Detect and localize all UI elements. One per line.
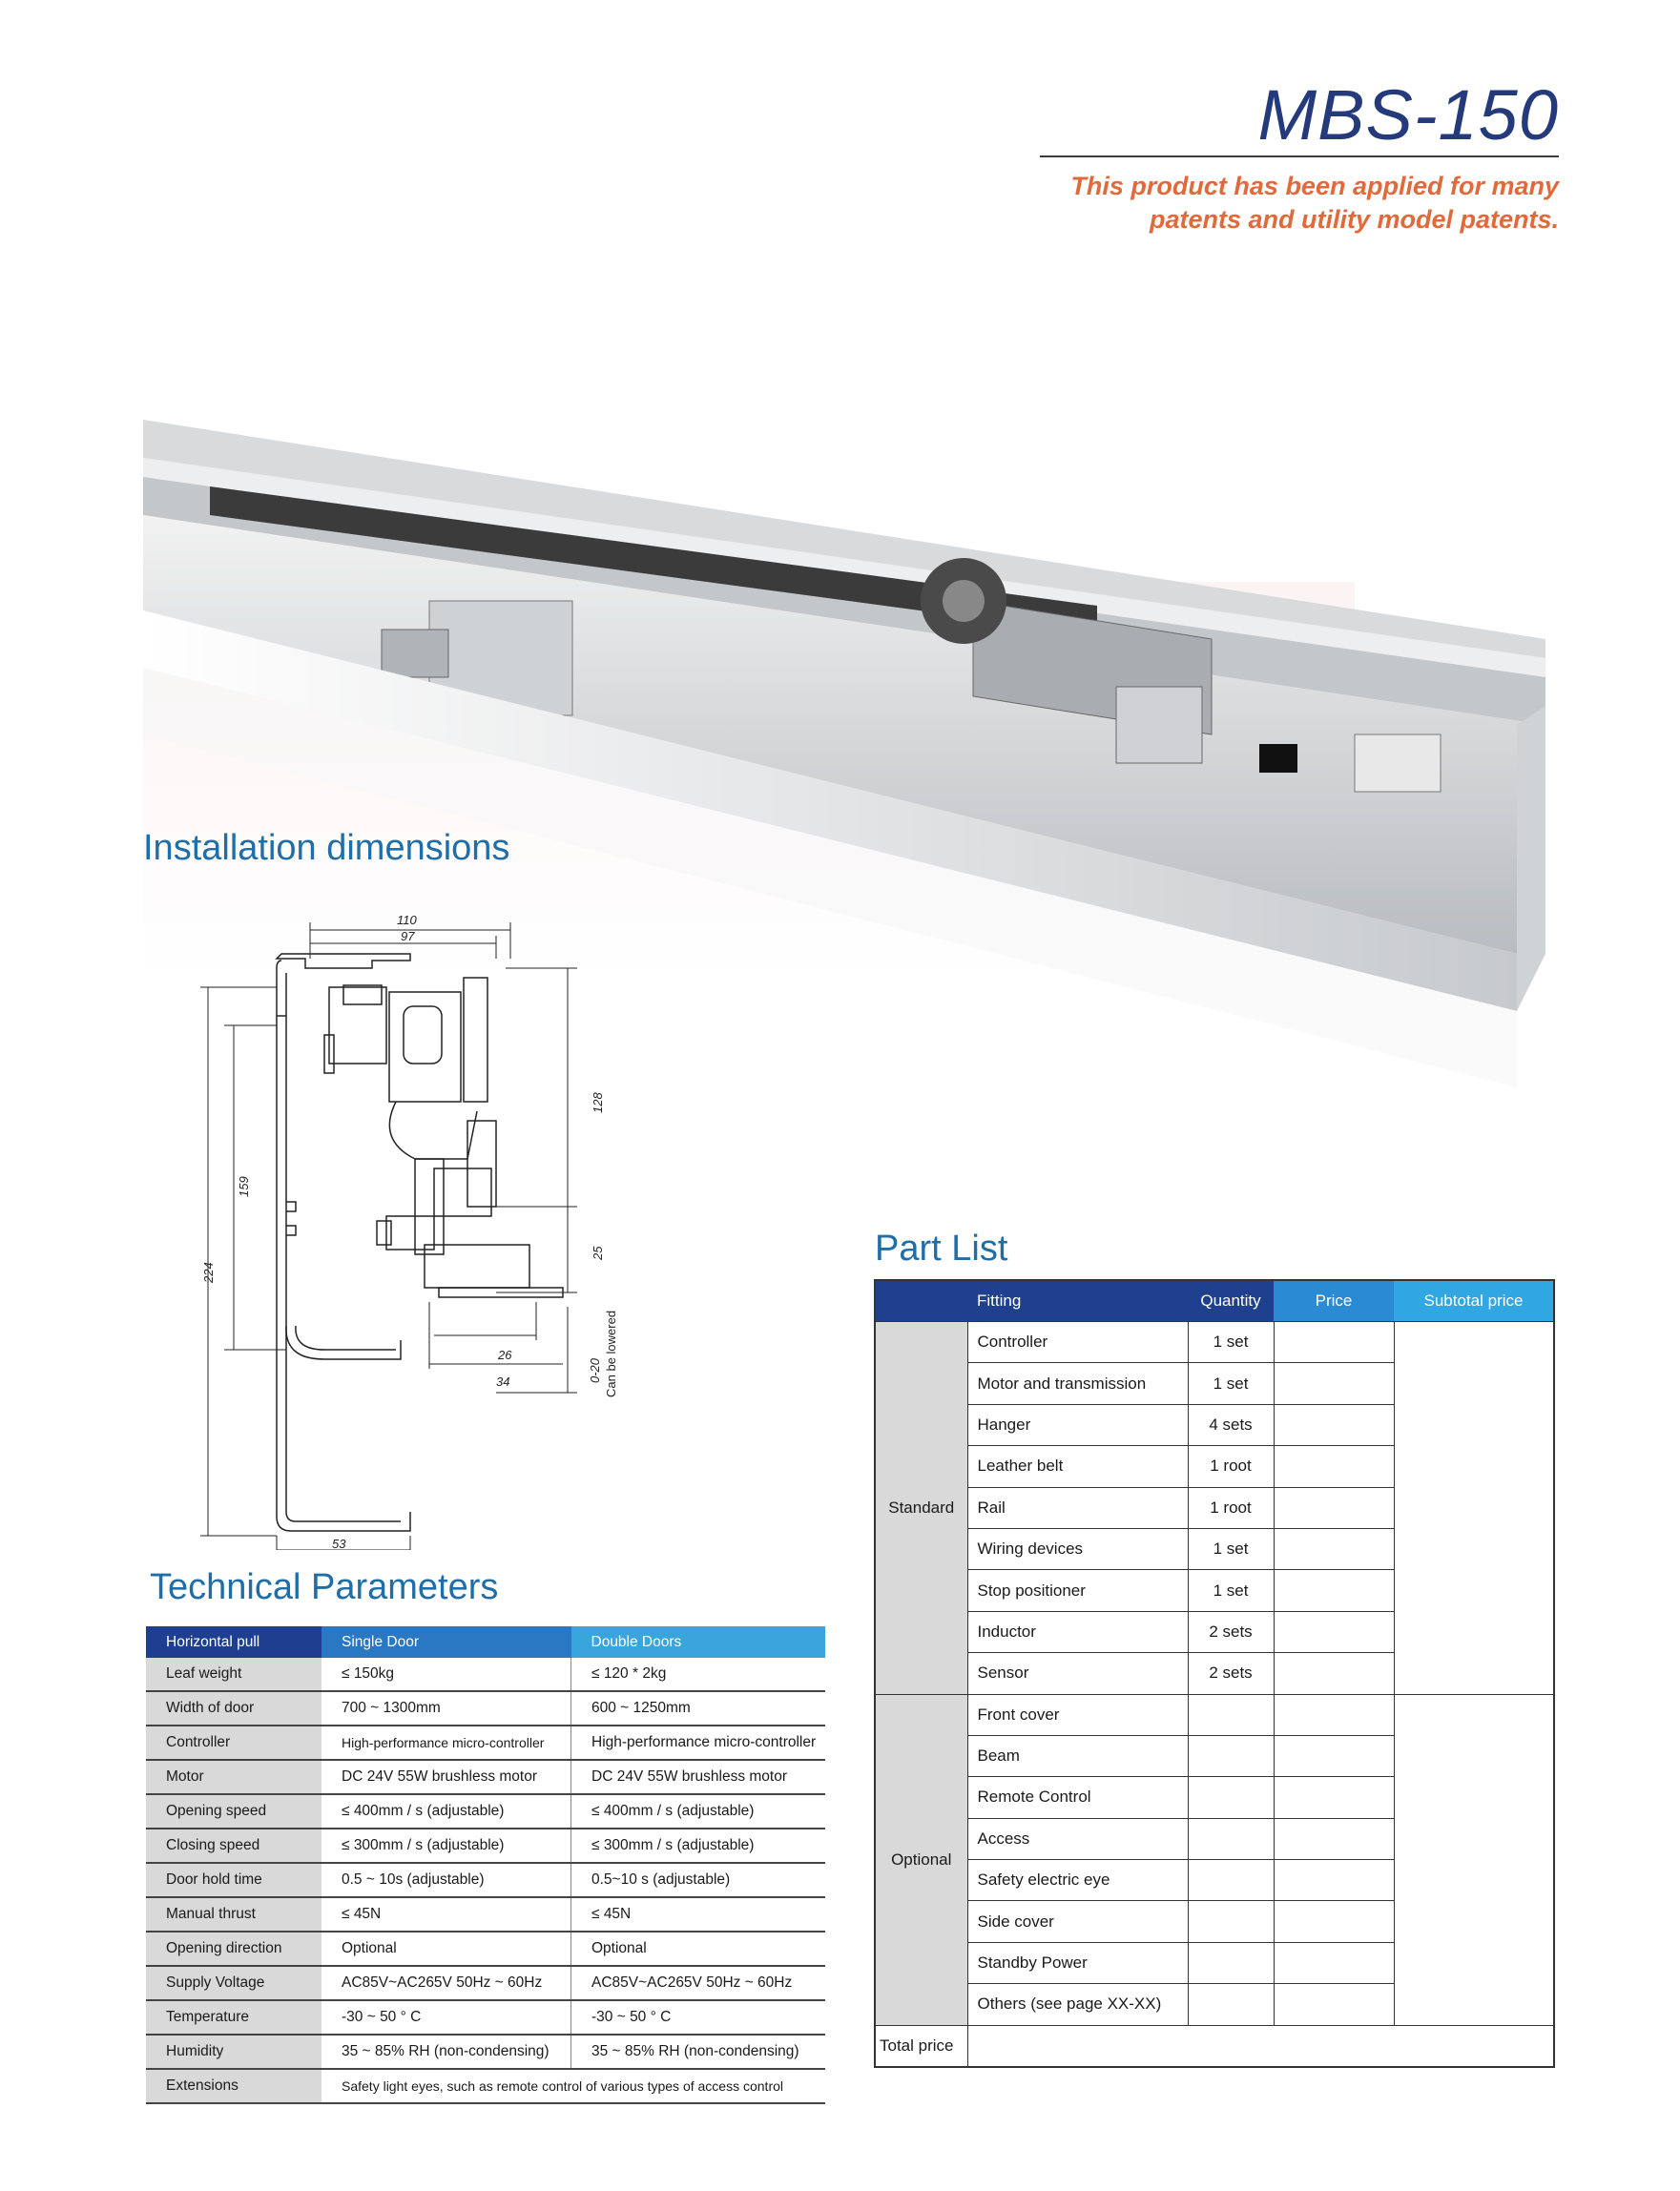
part-header-row [875, 1280, 1554, 1322]
param-double: ≤ 45N [571, 1897, 826, 1932]
price-cell [1274, 1570, 1394, 1611]
param-double: DC 24V 55W brushless motor [571, 1760, 826, 1794]
fitting-name: Hanger [967, 1404, 1188, 1445]
param-name: Leaf weight [146, 1658, 321, 1691]
price-cell [1274, 1735, 1394, 1776]
price-cell [1274, 1528, 1394, 1569]
fitting-qty: 1 set [1188, 1528, 1274, 1569]
table-row [146, 1932, 825, 1966]
fitting-qty [1188, 1860, 1274, 1901]
fitting-qty [1188, 1818, 1274, 1859]
param-double: 35 ~ 85% RH (non-condensing) [571, 2035, 826, 2069]
fitting-qty [1188, 1984, 1274, 2025]
param-single: 35 ~ 85% RH (non-condensing) [321, 2035, 571, 2069]
fitting-name: Rail [967, 1487, 1188, 1528]
param-double: High-performance micro-controller [571, 1726, 826, 1760]
tagline [891, 170, 1559, 237]
table-row [146, 2069, 825, 2103]
part-header [875, 1280, 967, 1322]
price-cell [1274, 1446, 1394, 1487]
price-cell [1274, 1901, 1394, 1942]
tech-header: Double Doors [571, 1626, 826, 1658]
price-cell [1274, 1487, 1394, 1528]
param-double: Optional [571, 1932, 826, 1966]
tagline-line-1: This product has been applied for many [1070, 172, 1559, 200]
param-single: ≤ 150kg [321, 1658, 571, 1691]
price-cell [1274, 1860, 1394, 1901]
param-extensions: Safety light eyes, such as remote control of various types of access control [321, 2069, 825, 2103]
fitting-name: Sensor [967, 1653, 1188, 1694]
part-list-heading: Part List [875, 1229, 1008, 1269]
param-double: ≤ 400mm / s (adjustable) [571, 1794, 826, 1829]
tech-header: Single Door [321, 1626, 571, 1658]
dim-224: 224 [201, 1262, 216, 1283]
price-cell [1274, 1363, 1394, 1404]
param-single: 700 ~ 1300mm [321, 1691, 571, 1726]
fitting-name: Remote Control [967, 1777, 1188, 1818]
table-row [146, 1760, 825, 1794]
param-single: DC 24V 55W brushless motor [321, 1760, 571, 1794]
param-double: 600 ~ 1250mm [571, 1691, 826, 1726]
dim-34: 34 [496, 1375, 510, 1389]
model-title: MBS-150 [1257, 75, 1559, 155]
part-header: Subtotal price [1394, 1280, 1554, 1322]
dim-159: 159 [237, 1176, 251, 1197]
price-cell [1274, 1777, 1394, 1818]
technical-heading: Technical Parameters [150, 1567, 499, 1607]
fitting-name: Access [967, 1818, 1188, 1859]
table-row [146, 2000, 825, 2035]
table-row [146, 1966, 825, 2000]
table-row [146, 1863, 825, 1897]
price-cell [1274, 1694, 1394, 1735]
fitting-name: Stop positioner [967, 1570, 1188, 1611]
param-single: Optional [321, 1932, 571, 1966]
param-name: Supply Voltage [146, 1966, 321, 2000]
fitting-qty: 1 set [1188, 1322, 1274, 1363]
subtotal-cell-standard [1394, 1322, 1554, 1695]
price-cell [1274, 1942, 1394, 1983]
dim-97: 97 [401, 929, 415, 943]
param-double: -30 ~ 50 ° C [571, 2000, 826, 2035]
dim-25: 25 [591, 1246, 605, 1260]
tech-header: Horizontal pull [146, 1626, 321, 1658]
param-single: 0.5 ~ 10s (adjustable) [321, 1863, 571, 1897]
fitting-qty: 1 set [1188, 1363, 1274, 1404]
fitting-name: Others (see page XX-XX) [967, 1984, 1188, 2025]
part-header: Quantity [1188, 1280, 1274, 1322]
dim-53: 53 [332, 1537, 346, 1550]
price-cell [1274, 1984, 1394, 2025]
total-price-label: Total price [875, 2025, 967, 2067]
group-optional: Optional [875, 1694, 967, 2025]
tagline-line-2: patents and utility model patents. [1149, 205, 1559, 234]
fitting-name: Motor and transmission [967, 1363, 1188, 1404]
fitting-name: Front cover [967, 1694, 1188, 1735]
param-single: -30 ~ 50 ° C [321, 2000, 571, 2035]
fitting-name: Inductor [967, 1611, 1188, 1652]
total-row [875, 2025, 1554, 2067]
param-name: Width of door [146, 1691, 321, 1726]
fitting-name: Standby Power [967, 1942, 1188, 1983]
table-row [146, 2035, 825, 2069]
fitting-name: Wiring devices [967, 1528, 1188, 1569]
dim-110: 110 [397, 913, 417, 927]
fitting-qty: 1 root [1188, 1487, 1274, 1528]
param-name: Opening direction [146, 1932, 321, 1966]
param-single: ≤ 300mm / s (adjustable) [321, 1829, 571, 1863]
title-rule [1040, 155, 1559, 157]
part-list-table [874, 1279, 1555, 2068]
param-name: Closing speed [146, 1829, 321, 1863]
param-single: High-performance micro-controller [321, 1726, 571, 1760]
dim-26: 26 [498, 1348, 512, 1362]
table-row [875, 1694, 1554, 1735]
price-cell [1274, 1322, 1394, 1363]
price-cell [1274, 1611, 1394, 1652]
table-row [146, 1794, 825, 1829]
price-cell [1274, 1404, 1394, 1445]
fitting-qty [1188, 1694, 1274, 1735]
param-name: Opening speed [146, 1794, 321, 1829]
table-row [146, 1897, 825, 1932]
fitting-name: Safety electric eye [967, 1860, 1188, 1901]
fitting-name: Side cover [967, 1901, 1188, 1942]
param-name: Temperature [146, 2000, 321, 2035]
dim-0-20: 0-20 [588, 1357, 602, 1383]
part-header: Fitting [967, 1280, 1188, 1322]
param-name: Manual thrust [146, 1897, 321, 1932]
param-name: Humidity [146, 2035, 321, 2069]
param-single: ≤ 45N [321, 1897, 571, 1932]
tech-header-row [146, 1626, 825, 1658]
price-cell [1274, 1818, 1394, 1859]
table-row [875, 1322, 1554, 1363]
param-name: Motor [146, 1760, 321, 1794]
fitting-qty: 4 sets [1188, 1404, 1274, 1445]
dim-can-be-lowered: Can be lowered [604, 1310, 618, 1397]
subtotal-cell-optional [1394, 1694, 1554, 2025]
table-row [146, 1658, 825, 1691]
total-price-cell [967, 2025, 1554, 2067]
fitting-name: Beam [967, 1735, 1188, 1776]
param-name: Door hold time [146, 1863, 321, 1897]
table-row [146, 1829, 825, 1863]
price-cell [1274, 1653, 1394, 1694]
table-row [146, 1726, 825, 1760]
fitting-qty [1188, 1735, 1274, 1776]
param-name: Controller [146, 1726, 321, 1760]
table-row [146, 1691, 825, 1726]
fitting-qty: 2 sets [1188, 1611, 1274, 1652]
fitting-qty: 1 root [1188, 1446, 1274, 1487]
part-header: Price [1274, 1280, 1394, 1322]
fitting-name: Leather belt [967, 1446, 1188, 1487]
fitting-qty: 1 set [1188, 1570, 1274, 1611]
fitting-qty [1188, 1777, 1274, 1818]
technical-parameters-table [146, 1626, 825, 2104]
group-standard: Standard [875, 1322, 967, 1695]
param-double: AC85V~AC265V 50Hz ~ 60Hz [571, 1966, 826, 2000]
param-double: 0.5~10 s (adjustable) [571, 1863, 826, 1897]
dim-128: 128 [591, 1092, 605, 1113]
fitting-qty [1188, 1942, 1274, 1983]
fitting-name: Controller [967, 1322, 1188, 1363]
param-single: ≤ 400mm / s (adjustable) [321, 1794, 571, 1829]
param-name: Extensions [146, 2069, 321, 2103]
installation-heading: Installation dimensions [143, 828, 510, 868]
fitting-qty: 2 sets [1188, 1653, 1274, 1694]
param-single: AC85V~AC265V 50Hz ~ 60Hz [321, 1966, 571, 2000]
fitting-qty [1188, 1901, 1274, 1942]
param-double: ≤ 120 * 2kg [571, 1658, 826, 1691]
installation-drawing [181, 901, 649, 1550]
param-double: ≤ 300mm / s (adjustable) [571, 1829, 826, 1863]
